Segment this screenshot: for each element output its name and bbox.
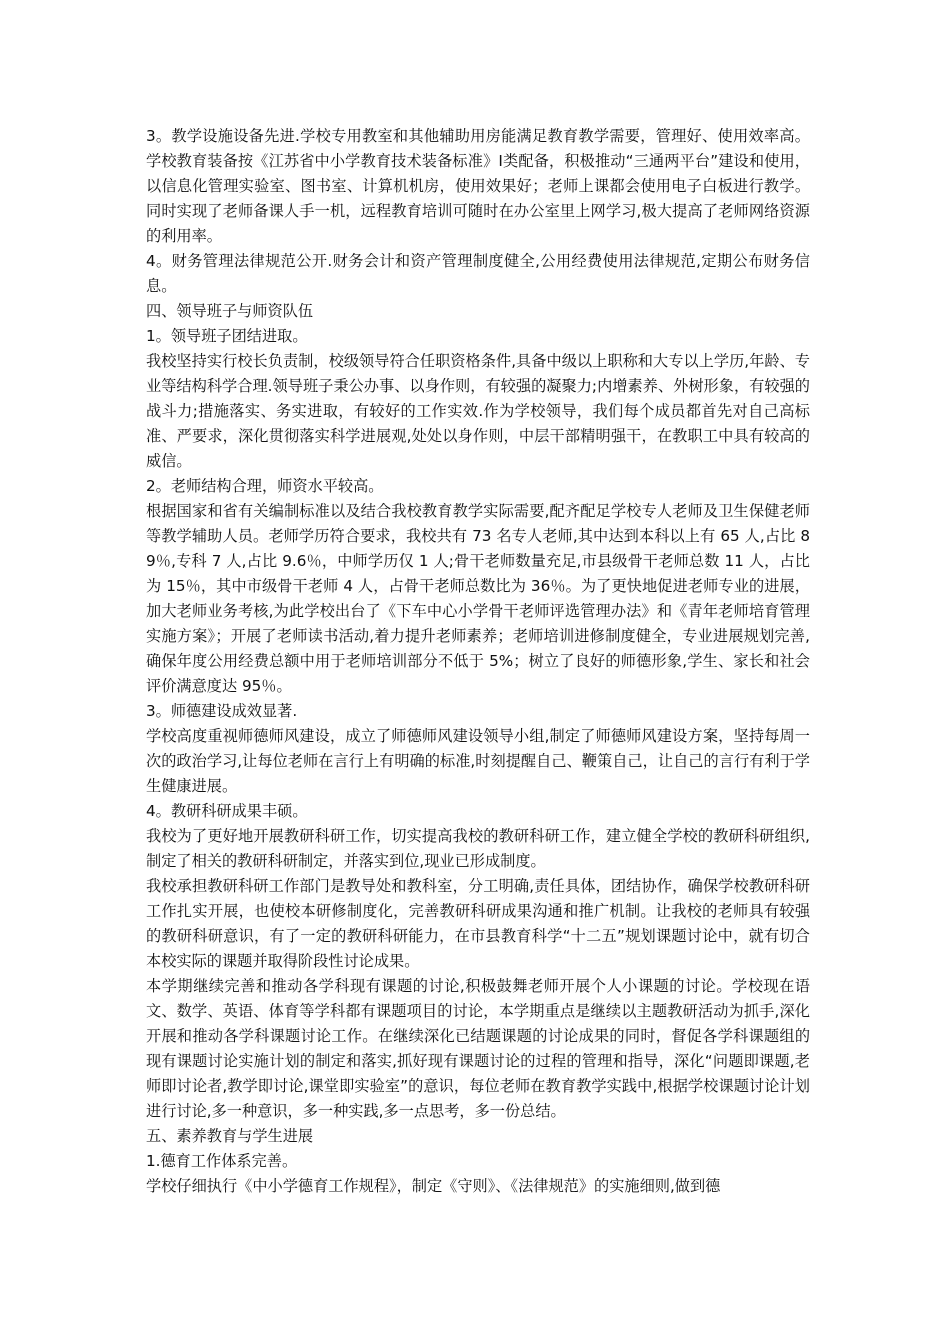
paragraph-research-departments: 我校承担教研科研工作部门是教导处和教科室，分工明确,责任具体，团结协作，确保学校教研科研工作扎实开展，也使校本研修制度化，完善教研科研成果沟通和推广机制。让我校的老师具有较强的教研科研意识，有了一定的教研科研能力，在市县教育科学“十二五”规划课题讨论中，就有切合本校实际的课题并取得阶段性讨论成果。 [146,877,810,970]
subheading-teacher-ethics: 3。师德建设成效显著. [146,702,298,720]
section-heading-quality-education: 五、素养教育与学生进展 [146,1127,314,1145]
paragraph-teacher-structure: 根据国家和省有关编制标准以及结合我校教育教学实际需要,配齐配足学校专人老师及卫生保健老师等教学辅助人员。老师学历符合要求，我校共有 73 名专人老师,其中达到本科以上有 65 人,占比 89％,专科 7 人,占比 9.6％，中师学历仅 1 人;骨干老师数量充足,市县级骨干老师总数 11 人，占比为 15％，其中市级骨干老师 4 人，占骨干老师总数比为 36％。为了更快地促进老师专业的进展，加大老师业务考核,为此学校出台了《下车中心小学骨干老师评选管理办法》和《青年老师培育管理实施方案》；开展了老师读书活动,着力提升老师素养；老师培训进修制度健全，专业进展规划完善,确保年度公用经费总额中用于老师培训部分不低于 5%；树立了良好的师德形象,学生、家长和社会评价满意度达 95％。 [146,502,810,695]
document-page [146,124,810,1199]
subheading-leadership-unity: 1。领导班子团结进取。 [146,327,308,345]
subheading-moral-education: 1.德育工作体系完善。 [146,1152,298,1170]
paragraph-moral-education: 学校仔细执行《中小学德育工作规程》，制定《守则》、《法律规范》的实施细则,做到德 [146,1177,721,1195]
subheading-research-results: 4。教研科研成果丰硕。 [146,802,308,820]
paragraph-teaching-facilities: 3。教学设施设备先进.学校专用教室和其他辅助用房能满足教育教学需要，管理好、使用效率高。学校教育装备按《江苏省中小学教育技术装备标准》Ⅰ类配备，积极推动“三通两平台”建设和使用，以信息化管理实验室、图书室、计算机机房，使用效果好；老师上课都会使用电子白板进行教学。同时实现了老师备课人手一机，远程教育培训可随时在办公室里上网学习,极大提高了老师网络资源的利用率。 [146,127,810,245]
paragraph-teacher-ethics: 学校高度重视师德师风建设，成立了师德师风建设领导小组,制定了师德师风建设方案，坚持每周一次的政治学习,让每位老师在言行上有明确的标准,时刻提醒自己、鞭策自己，让自己的言行有利于学生健康进展。 [146,727,810,795]
paragraph-research-this-term: 本学期继续完善和推动各学科现有课题的讨论,积极鼓舞老师开展个人小课题的讨论。学校现在语文、数学、英语、体育等学科都有课题项目的讨论，本学期重点是继续以主题教研活动为抓手,深化开展和推动各学科课题讨论工作。在继续深化已结题课题的讨论成果的同时，督促各学科课题组的现有课题讨论实施计划的制定和落实,抓好现有课题讨论的过程的管理和指导，深化“问题即课题,老师即讨论者,教学即讨论,课堂即实验室”的意识，每位老师在教育教学实践中,根据学校课题讨论计划进行讨论,多一种意识，多一种实践,多一点思考，多一份总结。 [146,977,810,1120]
paragraph-financial-management: 4。财务管理法律规范公开.财务会计和资产管理制度健全,公用经费使用法律规范,定期公布财务信息。 [146,252,810,295]
paragraph-research-organization: 我校为了更好地开展教研科研工作，切实提高我校的教研科研工作，建立健全学校的教研科研组织,制定了相关的教研科研制定，并落实到位,现业已形成制度。 [146,827,810,870]
subheading-teacher-structure: 2。老师结构合理，师资水平较高。 [146,477,384,495]
section-heading-leadership-and-staff: 四、领导班子与师资队伍 [146,302,314,320]
paragraph-leadership: 我校坚持实行校长负责制，校级领导符合任职资格条件,具备中级以上职称和大专以上学历,年龄、专业等结构科学合理.领导班子秉公办事、以身作则，有较强的凝聚力;内增素养、外树形象，有较强的战斗力;措施落实、务实进取，有较好的工作实效.作为学校领导，我们每个成员都首先对自己高标准、严要求，深化贯彻落实科学进展观,处处以身作则，中层干部精明强干，在教职工中具有较高的威信。 [146,352,810,470]
